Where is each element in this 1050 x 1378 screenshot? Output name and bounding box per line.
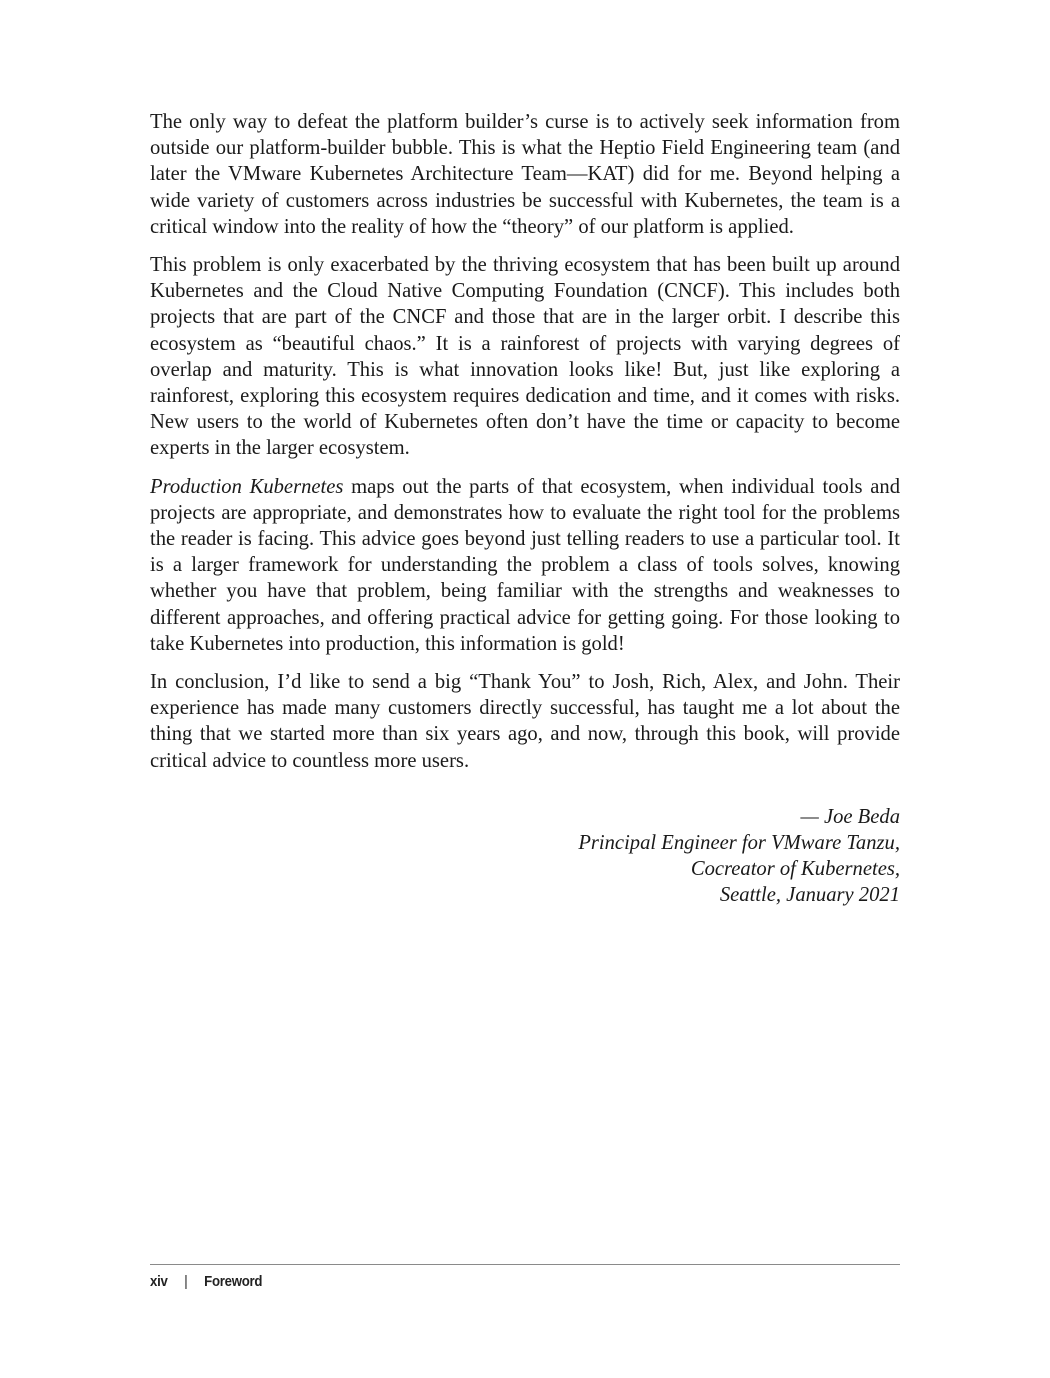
signature-block: [150, 804, 900, 909]
paragraph-text: maps out the parts of that ecosystem, when individual tools and projects are appropriate, and demonstrates how to evaluate the right tool for the problems the reader is facing. This advice goes beyond just telling readers to use a particular tool. It is a larger framework for understanding the problem a class of tools solves, knowing whether you have that problem, being familiar with the strengths and weaknesses to different approaches, and offering practical advice for getting going. For those looking to take Kubernetes into production, this information is gold!: [150, 475, 900, 655]
signature-name: — Joe Beda: [800, 805, 900, 828]
footer-text: [150, 1273, 262, 1290]
page-number: xiv: [150, 1273, 168, 1290]
book-title-emphasis: Production Kubernetes: [150, 475, 344, 498]
signature-title: Principal Engineer for VMware Tanzu,: [578, 832, 900, 855]
paragraph-ecosystem: This problem is only exacerbated by the thriving ecosystem that has been built up around Kubernetes and the Cloud Native Computing Foundation (CNCF). This includes both projects that are part of the CNCF and those that are in the larger orbit. I describe this ecosystem as “beautiful chaos.” It is a rainforest of projects with varying degrees of overlap and maturity. This is what innovation looks like! But, just like exploring a rainforest, exploring this ecosystem requires dedication and time, and it comes with risks. New users to the world of Kubernetes often don’t have the time or capacity to become experts in the larger ecosystem.: [150, 254, 900, 460]
paragraph-platform-builders-curse: The only way to defeat the platform builder’s curse is to actively seek information from outside our platform-builder bubble. This is what the Heptio Field Engineering team (and later the VMware Kubernetes Architecture Team—KAT) did for me. Beyond helping a wide variety of customers across industries be successful with Kubernetes, the team is a critical window into the reality of how the “theory” of our platform is applied.: [150, 111, 900, 238]
foreword-body: [150, 109, 900, 909]
paragraph-conclusion: In conclusion, I’d like to send a big “Thank You” to Josh, Rich, Alex, and John. Their experience has made many customers directly successful, has taught me a lot about the thing that we started more than six years ago, and now, through this book, will provide critical advice to countless more users.: [150, 671, 900, 772]
page-footer: [150, 1264, 900, 1290]
signature-role: Cocreator of Kubernetes,: [690, 858, 900, 881]
section-name: Foreword: [204, 1273, 263, 1290]
footer-separator: |: [184, 1273, 188, 1290]
paragraph-production-kubernetes: [150, 474, 900, 657]
signature-place-date: Seattle, January 2021: [719, 884, 900, 907]
